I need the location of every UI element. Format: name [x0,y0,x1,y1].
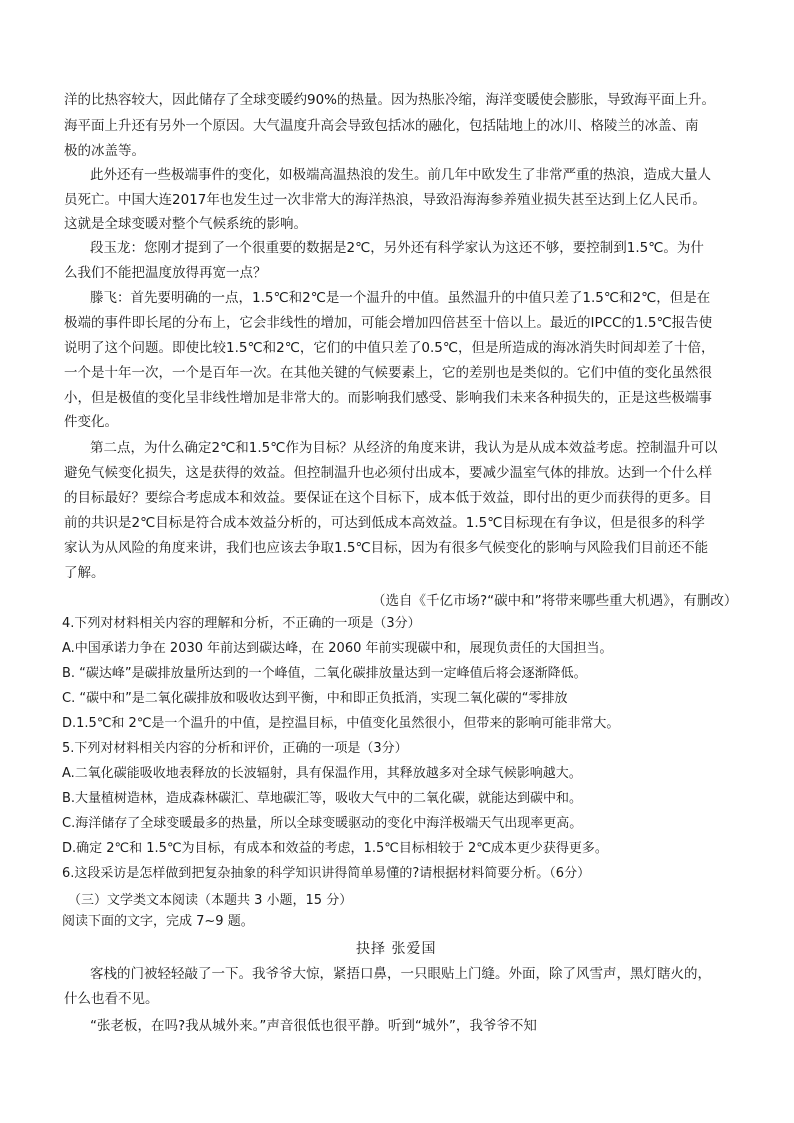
option-line: A.二氧化碳能吸收地表释放的长波辐射，具有保温作用，其释放越多对全球气候影响越大。 [62,766,582,781]
question-4: 4.下列对材料相关内容的理解和分析，不正确的一项是（3分） [62,616,421,631]
story-title: 抉择 张爱国 [356,941,437,957]
passage-line: 员死亡。中国大连2017年也发生过一次非常大的海洋热浪，导致沿海海参养殖业损失甚至达到上亿人民币。 [64,192,706,208]
passage-line: 家认为从风险的角度来讲，我们也应该去争取1.5℃目标，因为有很多气候变化的影响与风险我们目前还不能 [64,540,709,556]
passage-line: 一个是十年一次，一个是百年一次。在其他关键的气候要素上，它的差别也是类似的。它们中值的变化虽然很 [64,365,712,381]
option-line: D.确定 2℃和 1.5℃为目标，有成本和效益的考虑，1.5℃目标相较于 2℃成本更少获得更多。 [62,841,608,856]
story-line: “张老板，在吗?我从城外来。”声音很低也很平静。听到“城外”，我爷爷不知 [90,1018,537,1034]
passage-line: 洋的比热容较大，因此储存了全球变暖约90%的热量。因为热胀冷缩，海洋变暖使会膨胀，导致海平面上升。 [64,92,716,108]
story-line: 客栈的门被轻轻敲了一下。我爷爷大惊，紧捂口鼻，一只眼贴上门缝。外面，除了风雪声，黑灯瞎火的， [90,966,711,982]
question-5: 5.下列对材料相关内容的分析和评价，正确的一项是（3分） [62,741,408,756]
question-6: 6.这段采访是怎样做到把复杂抽象的科学知识讲得简单易懂的?请根据材料简要分析。（6分） [62,866,591,881]
passage-line: 前的共识是2℃目标是符合成本效益分析的，可达到低成本高效益。1.5℃目标现在有争议，但是很多的科学 [64,515,705,531]
passage-line: 海平面上升还有另外一个原因。大气温度升高会导致包括冰的融化，包括陆地上的冰川、格陵兰的冰盖、南 [64,118,699,134]
passage-line: 第二点，为什么确定2℃和1.5℃作为目标？从经济的角度来讲，我认为是从成本效益考虑。控制温升可以 [90,440,718,456]
passage-line: 么我们不能把温度放得再宽一点？ [64,265,267,281]
passage-line: 小，但是极值的变化呈非线性增加是非常大的。而影响我们感受、影响我们未来各种损失的，正是这些极端事 [64,390,712,406]
passage-line: 避免气候变化损失，这是获得的效益。但控制温升也必须付出成本，要减少温室气体的排放。达到一个什么样 [64,465,712,481]
passage-line: 说明了这个问题。即使比较1.5℃和2℃，它们的中值只差了0.5℃，但是所造成的海冰消失时间却差了十倍， [64,340,715,356]
option-line: C. “碳中和”是二氧化碳排放和吸收达到平衡，中和即正负抵消，实现二氧化碳的“零排放 [62,691,568,706]
option-line: B. “碳达峰”是碳排放量所达到的一个峰值，二氧化碳排放量达到一定峰值后将会逐渐降低。 [62,666,587,681]
passage-line: 件变化。 [64,414,118,430]
passage-line: 极端的事件即长尾的分布上，它会非线性的增加，可能会增加四倍甚至十倍以上。最近的IPCC的1.5℃报告使 [64,315,713,331]
option-line: D.1.5℃和 2℃是一个温升的中值，是控温目标，中值变化虽然很小，但带来的影响可能非常大。 [62,716,620,731]
passage-line: 极的冰盖等。 [64,143,145,159]
option-line: A.中国承诺力争在 2030 年前达到碳达峰，在 2060 年前实现碳中和，展现负责任的大国担当。 [62,641,613,656]
passage-line: 滕飞：首先要明确的一点，1.5℃和2℃是一个温升的中值。虽然温升的中值只差了1.5℃和2℃，但是在 [90,290,711,306]
passage-line: 了解。 [64,565,105,581]
passage-line: 段玉龙：您刚才提到了一个很重要的数据是2℃，另外还有科学家认为这还不够，要控制到1.5℃。为什 [90,240,704,256]
option-line: B.大量植树造林，造成森林碳汇、草地碳汇等，吸收大气中的二氧化碳，就能达到碳中和。 [62,791,583,806]
passage-line: 的目标最好？要综合考虑成本和效益。要保证在这个目标下，成本低于效益，即付出的更少而获得的更多。目 [64,490,712,506]
option-line: C.海洋储存了全球变暖最多的热量，所以全球变暖驱动的变化中海洋极端天气出现率更高。 [62,816,583,831]
passage-line: 此外还有一些极端事件的变化，如极端高温热浪的发生。前几年中欧发生了非常严重的热浪，造成大量人 [90,167,711,183]
passage-line: 这就是全球变暖对整个气候系统的影响。 [64,216,307,232]
story-line: 什么也看不见。 [64,991,159,1007]
section-instruction: 阅读下面的文字，完成 7~9 题。 [62,914,254,929]
section-heading: （三）文学类文本阅读（本题共 3 小题，15 分） [68,893,353,908]
source-citation: （选自《千亿市场?“碳中和”将带来哪些重大机遇》，有删改） [372,593,738,609]
